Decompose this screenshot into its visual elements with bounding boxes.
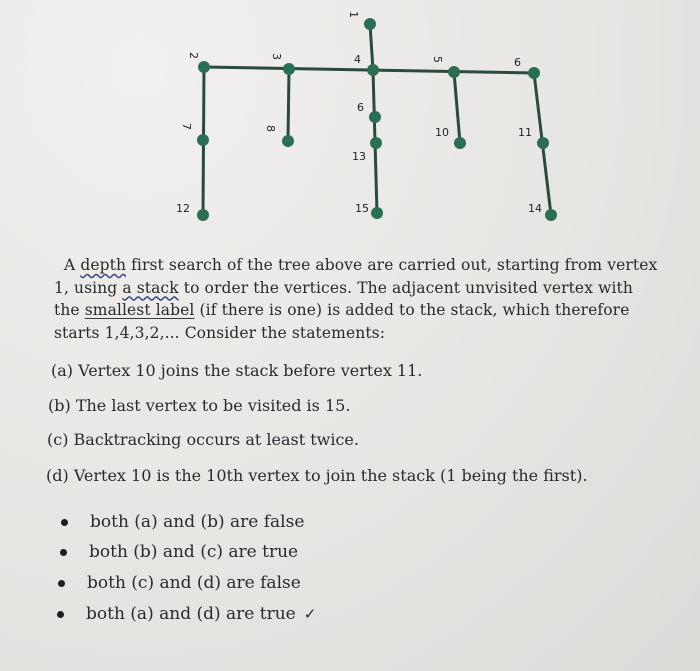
vertex-label-3: 3 — [270, 53, 283, 60]
vertex-5 — [448, 66, 460, 78]
vertex-15 — [371, 207, 383, 219]
question-line-4: starts 1,4,3,2,... Consider the statements: — [54, 323, 386, 342]
bullet-icon — [60, 549, 67, 556]
question-text-fragment: A — [64, 256, 81, 274]
answer-option-text: both (c) and (d) are false — [87, 573, 301, 593]
answer-option-text: both (a) and (b) are false — [90, 512, 305, 532]
vertex-label-8: 8 — [264, 125, 277, 132]
annotated-word-stack: a stack — [122, 278, 179, 297]
vertex-label-7: 7 — [180, 123, 193, 130]
question-text-fragment: (if there is one) is added to the stack, which therefore — [194, 301, 630, 319]
vertex-9 — [369, 111, 381, 123]
tree-diagram — [0, 0, 700, 250]
question-text-fragment: 1, using — [54, 278, 123, 297]
vertex-11 — [537, 137, 549, 149]
vertex-label-9: 9 — [357, 100, 364, 113]
question-text — [54, 254, 674, 344]
vertex-4 — [367, 64, 379, 76]
answer-option-3[interactable] — [58, 573, 301, 593]
vertex-10 — [454, 137, 466, 149]
vertex-label-14: 14 — [528, 202, 542, 215]
statement-a: (a) Vertex 10 joins the stack before vertex 11. — [51, 361, 423, 380]
bullet-icon — [58, 580, 65, 587]
tree-labels — [176, 11, 542, 215]
question-text-fragment: to order the vertices. The adjacent unvisited vertex with — [178, 278, 633, 297]
bullet-icon — [57, 611, 64, 618]
annotated-word-smallest-label: smallest label — [84, 301, 195, 319]
statement-c: (c) Backtracking occurs at least twice. — [47, 430, 359, 449]
vertex-label-10: 10 — [435, 126, 449, 139]
vertex-6 — [528, 67, 540, 79]
edge-5-10 — [454, 72, 460, 143]
vertex-label-4: 4 — [354, 53, 361, 66]
answer-option-1[interactable] — [61, 512, 304, 532]
bullet-icon — [61, 519, 68, 526]
answer-option-2[interactable] — [60, 542, 298, 562]
vertex-13 — [370, 137, 382, 149]
vertex-3 — [283, 63, 295, 75]
question-line-2 — [54, 277, 674, 300]
annotated-word-depth: depth — [80, 256, 127, 274]
vertex-8 — [282, 135, 294, 147]
answer-option-text: both (a) and (d) are true — [86, 604, 296, 624]
edge-3-8 — [288, 69, 289, 141]
question-text-fragment: first search of the tree above are carried out, starting from vertex — [126, 256, 658, 274]
vertex-12 — [197, 209, 209, 221]
vertex-label-1: 1 — [347, 11, 360, 18]
vertex-14 — [545, 209, 557, 221]
question-line-3 — [54, 299, 674, 322]
answer-option-text: both (b) and (c) are true — [89, 542, 299, 562]
question-text-fragment: the — [54, 301, 85, 319]
statement-d: (d) Vertex 10 is the 10th vertex to join the stack (1 being the first). — [46, 466, 588, 485]
checkmark-icon: ✓ — [303, 605, 317, 623]
statement-b: (b) The last vertex to be visited is 15. — [48, 396, 351, 415]
edge-1-4 — [370, 24, 373, 70]
vertex-7 — [197, 134, 209, 146]
vertex-label-2: 2 — [187, 52, 200, 59]
vertex-1 — [364, 18, 376, 30]
vertex-label-15: 15 — [355, 202, 369, 215]
vertex-label-11: 11 — [518, 126, 532, 139]
answer-option-4[interactable] — [57, 604, 316, 624]
vertex-label-13: 13 — [352, 150, 366, 163]
question-line-1 — [54, 254, 674, 277]
vertex-2 — [198, 61, 210, 73]
vertex-label-6: 6 — [514, 56, 521, 69]
vertex-label-12: 12 — [176, 202, 190, 215]
vertex-label-5: 5 — [431, 56, 444, 63]
